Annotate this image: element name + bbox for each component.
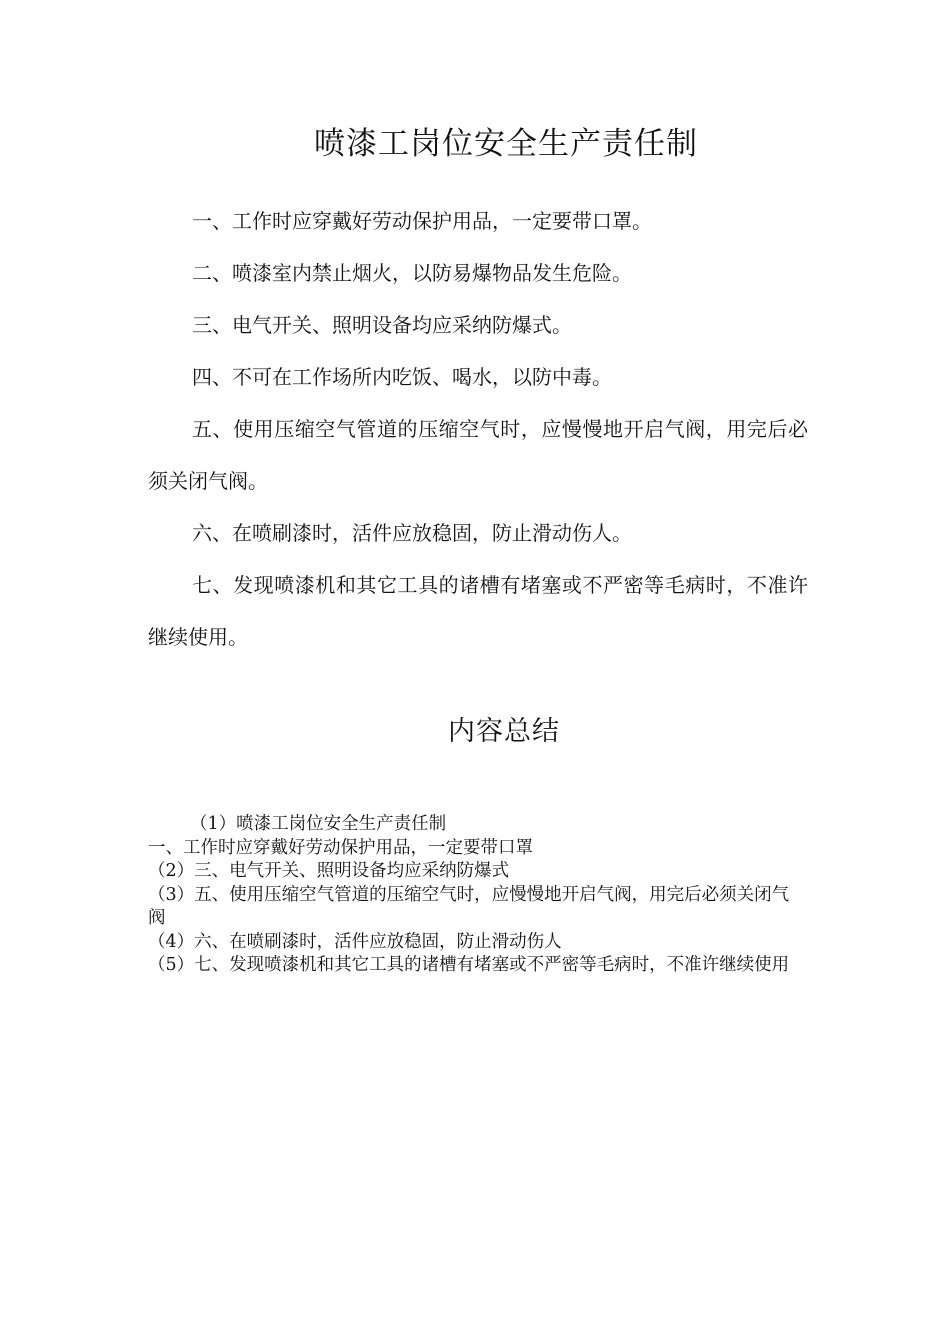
rules-list xyxy=(148,195,808,663)
rule-item-2: 二、喷漆室内禁止烟火，以防易爆物品发生危险。 xyxy=(192,261,632,285)
summary-line-2: 一、工作时应穿戴好劳动保护用品，一定要带口罩 xyxy=(148,837,533,858)
summary-line-1: （1）喷漆工岗位安全生产责任制 xyxy=(190,814,447,834)
rule-item-3: 三、电气开关、照明设备均应采纳防爆式。 xyxy=(192,313,572,337)
rule-item-4: 四、不可在工作场所内吃饭、喝水，以防中毒。 xyxy=(192,365,612,389)
summary-line-6: （5）七、发现喷漆机和其它工具的诸槽有堵塞或不严密等毛病时，不准许继续使用 xyxy=(148,955,790,975)
summary-title: 内容总结 xyxy=(448,716,560,747)
document-title: 喷漆工岗位安全生产责任制 xyxy=(314,126,698,162)
summary-list xyxy=(148,813,803,978)
summary-line-3: （2）三、电气开关、照明设备均应采纳防爆式 xyxy=(148,861,510,881)
rule-item-5: 五、使用压缩空气管道的压缩空气时，应慢慢地开启气阀，用完后必须关闭气阀。 xyxy=(148,417,808,493)
summary-line-4: （3）五、使用压缩空气管道的压缩空气时，应慢慢地开启气阀，用完后必须关闭气阀 xyxy=(148,884,790,928)
rule-item-7: 七、发现喷漆机和其它工具的诸槽有堵塞或不严密等毛病时，不准许继续使用。 xyxy=(148,573,808,649)
rule-item-1: 一、工作时应穿戴好劳动保护用品，一定要带口罩。 xyxy=(192,209,652,233)
summary-line-5: （4）六、在喷刷漆时，活件应放稳固，防止滑动伤人 xyxy=(148,931,562,952)
rule-item-6: 六、在喷刷漆时，活件应放稳固，防止滑动伤人。 xyxy=(192,521,632,545)
